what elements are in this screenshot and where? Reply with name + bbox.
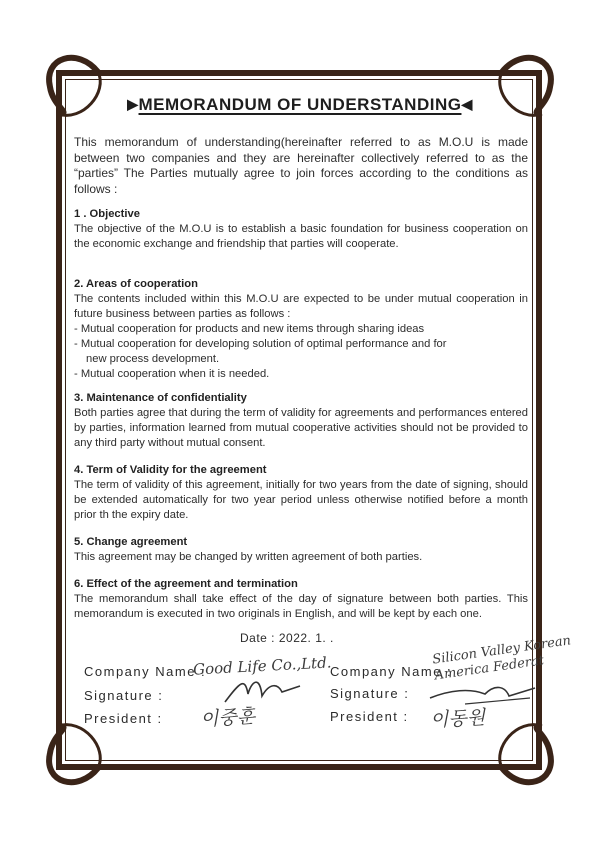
section-areas-of-cooperation bbox=[74, 277, 528, 382]
section-text: Both parties agree that during the term of validity for agreements and performances entered by parties, information learned from mutual cooperative activities should not be provided to any third party without mutual consent. bbox=[74, 407, 528, 449]
section-heading: 5. Change agreement bbox=[74, 536, 188, 548]
corner-ornament-bottom-left bbox=[38, 718, 108, 788]
right-arrow-icon: ▶ bbox=[127, 96, 139, 112]
title-text: MEMORANDUM OF UNDERSTANDING bbox=[138, 95, 462, 114]
left-company-label: Company Name : bbox=[84, 664, 207, 679]
intro-paragraph: This memorandum of understanding(hereinafter referred to as M.O.U is made between two companies and they are hereinafter collectively referred to as the “parties” The Parties mutually agree to join forces according to the conditions as follows : bbox=[74, 135, 528, 196]
section-text: The objective of the M.O.U is to establish a basic foundation for business cooperation on the economic exchange and friendship that parties will cooperate. bbox=[74, 223, 528, 250]
section-effect-termination bbox=[74, 577, 528, 622]
section-change-agreement bbox=[74, 535, 528, 565]
date-line: Date : 2022. 1. . bbox=[240, 631, 334, 645]
intro-block bbox=[74, 135, 528, 197]
left-company-handwritten: Good Life Co.,Ltd. bbox=[192, 653, 332, 679]
right-company-label: Company Name : bbox=[330, 664, 453, 679]
left-signature-label: Signature : bbox=[84, 688, 164, 703]
section-text: The memorandum shall take effect of the day of signature between both parties. This memorandum is executed in two originals in English, and will be kept by each one. bbox=[74, 593, 528, 620]
right-president-label: President : bbox=[330, 709, 409, 724]
left-president-handwritten: 이중훈 bbox=[199, 705, 256, 731]
section-heading: 4. Term of Validity for the agreement bbox=[74, 464, 267, 476]
left-president-label: President : bbox=[84, 711, 163, 726]
list-item: - Mutual cooperation when it is needed. bbox=[74, 368, 270, 380]
corner-ornament-bottom-right bbox=[492, 718, 562, 788]
section-heading: 1 . Objective bbox=[74, 208, 140, 220]
section-objective bbox=[74, 207, 528, 252]
right-company-handwritten: Silicon Valley Korean America Federat bbox=[431, 633, 572, 684]
section-heading: 6. Effect of the agreement and termination bbox=[74, 578, 298, 590]
document-title bbox=[0, 95, 600, 115]
list-item: new process development. bbox=[86, 353, 220, 365]
section-text: The term of validity of this agreement, initially for two years from the date of signing, should be extended automatically for two year period unless otherwise notified before a month prior th the expiry date. bbox=[74, 479, 528, 521]
section-text: The contents included within this M.O.U are expected to be under mutual cooperation in future business between parties as follows : bbox=[74, 293, 528, 320]
section-heading: 2. Areas of cooperation bbox=[74, 278, 198, 290]
right-signature-label: Signature : bbox=[330, 686, 410, 701]
section-text: This agreement may be changed by written agreement of both parties. bbox=[74, 551, 423, 563]
list-item: - Mutual cooperation for products and new items through sharing ideas bbox=[74, 323, 425, 335]
left-arrow-icon: ◀ bbox=[461, 96, 473, 112]
section-heading: 3. Maintenance of confidentiality bbox=[74, 392, 247, 404]
section-confidentiality bbox=[74, 391, 528, 451]
section-term-of-validity bbox=[74, 463, 528, 523]
right-president-handwritten: 이동원 bbox=[429, 706, 486, 732]
list-item: - Mutual cooperation for developing solution of optimal performance and for bbox=[74, 338, 447, 350]
